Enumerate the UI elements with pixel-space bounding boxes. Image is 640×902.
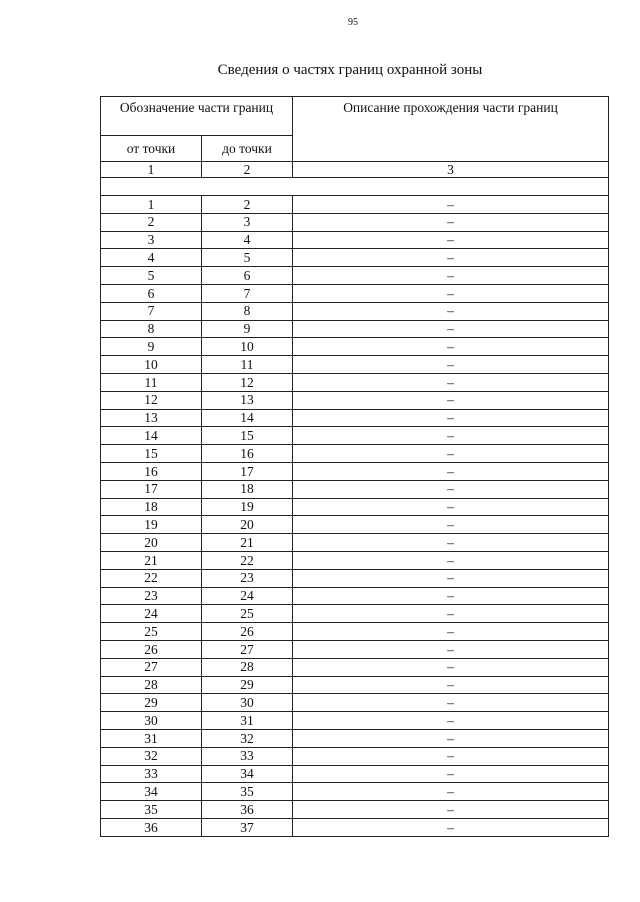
description-cell: – <box>293 391 609 409</box>
description-cell: – <box>293 516 609 534</box>
description-cell: – <box>293 783 609 801</box>
description-cell: – <box>293 462 609 480</box>
to-point-cell: 15 <box>202 427 293 445</box>
description-cell: – <box>293 623 609 641</box>
description-cell: – <box>293 765 609 783</box>
description-cell: – <box>293 818 609 836</box>
description-cell: – <box>293 213 609 231</box>
from-point-cell: 11 <box>101 373 202 391</box>
to-point-cell: 17 <box>202 462 293 480</box>
table-row <box>101 409 609 427</box>
description-cell: – <box>293 445 609 463</box>
from-point-cell: 27 <box>101 658 202 676</box>
table-row <box>101 498 609 516</box>
table-row <box>101 196 609 214</box>
from-point-cell: 12 <box>101 391 202 409</box>
from-point-cell: 28 <box>101 676 202 694</box>
to-point-cell: 2 <box>202 196 293 214</box>
to-point-cell: 7 <box>202 284 293 302</box>
table-row <box>101 765 609 783</box>
description-cell: – <box>293 587 609 605</box>
description-cell: – <box>293 409 609 427</box>
from-point-cell: 7 <box>101 302 202 320</box>
table-row <box>101 320 609 338</box>
section-separator-row <box>101 178 609 196</box>
table-row <box>101 694 609 712</box>
to-point-cell: 6 <box>202 267 293 285</box>
to-point-cell: 4 <box>202 231 293 249</box>
section-separator-cell <box>101 178 609 196</box>
description-cell: – <box>293 676 609 694</box>
header-from-point: от точки <box>101 136 202 162</box>
from-point-cell: 19 <box>101 516 202 534</box>
to-point-cell: 29 <box>202 676 293 694</box>
to-point-cell: 21 <box>202 534 293 552</box>
description-cell: – <box>293 801 609 819</box>
from-point-cell: 31 <box>101 729 202 747</box>
from-point-cell: 10 <box>101 356 202 374</box>
to-point-cell: 16 <box>202 445 293 463</box>
to-point-cell: 11 <box>202 356 293 374</box>
from-point-cell: 8 <box>101 320 202 338</box>
to-point-cell: 25 <box>202 605 293 623</box>
table-row <box>101 640 609 658</box>
table-row <box>101 267 609 285</box>
table-row <box>101 249 609 267</box>
header-description: Описание прохождения части границ <box>293 97 609 162</box>
description-cell: – <box>293 605 609 623</box>
from-point-cell: 2 <box>101 213 202 231</box>
from-point-cell: 18 <box>101 498 202 516</box>
description-cell: – <box>293 747 609 765</box>
table-row <box>101 231 609 249</box>
column-numbers-row <box>101 162 609 178</box>
from-point-cell: 14 <box>101 427 202 445</box>
from-point-cell: 25 <box>101 623 202 641</box>
from-point-cell: 23 <box>101 587 202 605</box>
table-row <box>101 587 609 605</box>
column-number-3: 3 <box>293 162 609 178</box>
description-cell: – <box>293 427 609 445</box>
from-point-cell: 22 <box>101 569 202 587</box>
table-row <box>101 213 609 231</box>
to-point-cell: 23 <box>202 569 293 587</box>
table-row <box>101 445 609 463</box>
page-number: 95 <box>348 17 358 28</box>
from-point-cell: 5 <box>101 267 202 285</box>
table-row <box>101 427 609 445</box>
table-row <box>101 534 609 552</box>
description-cell: – <box>293 640 609 658</box>
header-boundary-designation: Обозначение части границ <box>101 97 293 136</box>
to-point-cell: 24 <box>202 587 293 605</box>
table-row <box>101 605 609 623</box>
description-cell: – <box>293 356 609 374</box>
to-point-cell: 37 <box>202 818 293 836</box>
to-point-cell: 28 <box>202 658 293 676</box>
description-cell: – <box>293 551 609 569</box>
to-point-cell: 19 <box>202 498 293 516</box>
boundary-parts-table <box>100 96 609 837</box>
to-point-cell: 34 <box>202 765 293 783</box>
from-point-cell: 4 <box>101 249 202 267</box>
table-row <box>101 747 609 765</box>
description-cell: – <box>293 712 609 730</box>
from-point-cell: 21 <box>101 551 202 569</box>
to-point-cell: 5 <box>202 249 293 267</box>
to-point-cell: 10 <box>202 338 293 356</box>
table-row <box>101 818 609 836</box>
to-point-cell: 14 <box>202 409 293 427</box>
description-cell: – <box>293 320 609 338</box>
document-title: Сведения о частях границ охранной зоны <box>217 62 483 78</box>
table-row <box>101 676 609 694</box>
from-point-cell: 1 <box>101 196 202 214</box>
from-point-cell: 15 <box>101 445 202 463</box>
to-point-cell: 13 <box>202 391 293 409</box>
table-row <box>101 801 609 819</box>
to-point-cell: 20 <box>202 516 293 534</box>
table-row <box>101 356 609 374</box>
description-cell: – <box>293 267 609 285</box>
from-point-cell: 17 <box>101 480 202 498</box>
from-point-cell: 3 <box>101 231 202 249</box>
table-row <box>101 302 609 320</box>
table-row <box>101 284 609 302</box>
table-row <box>101 569 609 587</box>
table-row <box>101 712 609 730</box>
from-point-cell: 20 <box>101 534 202 552</box>
table-row <box>101 658 609 676</box>
description-cell: – <box>293 196 609 214</box>
from-point-cell: 26 <box>101 640 202 658</box>
from-point-cell: 34 <box>101 783 202 801</box>
from-point-cell: 13 <box>101 409 202 427</box>
from-point-cell: 29 <box>101 694 202 712</box>
to-point-cell: 18 <box>202 480 293 498</box>
to-point-cell: 26 <box>202 623 293 641</box>
table-row <box>101 338 609 356</box>
to-point-cell: 32 <box>202 729 293 747</box>
description-cell: – <box>293 480 609 498</box>
description-cell: – <box>293 231 609 249</box>
table-row <box>101 516 609 534</box>
to-point-cell: 27 <box>202 640 293 658</box>
to-point-cell: 3 <box>202 213 293 231</box>
description-cell: – <box>293 534 609 552</box>
column-number-2: 2 <box>202 162 293 178</box>
description-cell: – <box>293 569 609 587</box>
description-cell: – <box>293 249 609 267</box>
to-point-cell: 12 <box>202 373 293 391</box>
from-point-cell: 6 <box>101 284 202 302</box>
description-cell: – <box>293 729 609 747</box>
table-row <box>101 373 609 391</box>
table-row <box>101 391 609 409</box>
header-to-point: до точки <box>202 136 293 162</box>
description-cell: – <box>293 373 609 391</box>
from-point-cell: 33 <box>101 765 202 783</box>
table-row <box>101 783 609 801</box>
description-cell: – <box>293 284 609 302</box>
from-point-cell: 9 <box>101 338 202 356</box>
to-point-cell: 35 <box>202 783 293 801</box>
from-point-cell: 24 <box>101 605 202 623</box>
from-point-cell: 30 <box>101 712 202 730</box>
description-cell: – <box>293 498 609 516</box>
to-point-cell: 33 <box>202 747 293 765</box>
to-point-cell: 8 <box>202 302 293 320</box>
from-point-cell: 16 <box>101 462 202 480</box>
to-point-cell: 30 <box>202 694 293 712</box>
description-cell: – <box>293 658 609 676</box>
to-point-cell: 22 <box>202 551 293 569</box>
table-row <box>101 729 609 747</box>
from-point-cell: 35 <box>101 801 202 819</box>
table-row <box>101 480 609 498</box>
to-point-cell: 9 <box>202 320 293 338</box>
description-cell: – <box>293 694 609 712</box>
table-row <box>101 462 609 480</box>
column-number-1: 1 <box>101 162 202 178</box>
table-row <box>101 551 609 569</box>
to-point-cell: 36 <box>202 801 293 819</box>
from-point-cell: 36 <box>101 818 202 836</box>
header-row-group <box>101 97 609 136</box>
table-row <box>101 623 609 641</box>
description-cell: – <box>293 302 609 320</box>
description-cell: – <box>293 338 609 356</box>
from-point-cell: 32 <box>101 747 202 765</box>
to-point-cell: 31 <box>202 712 293 730</box>
